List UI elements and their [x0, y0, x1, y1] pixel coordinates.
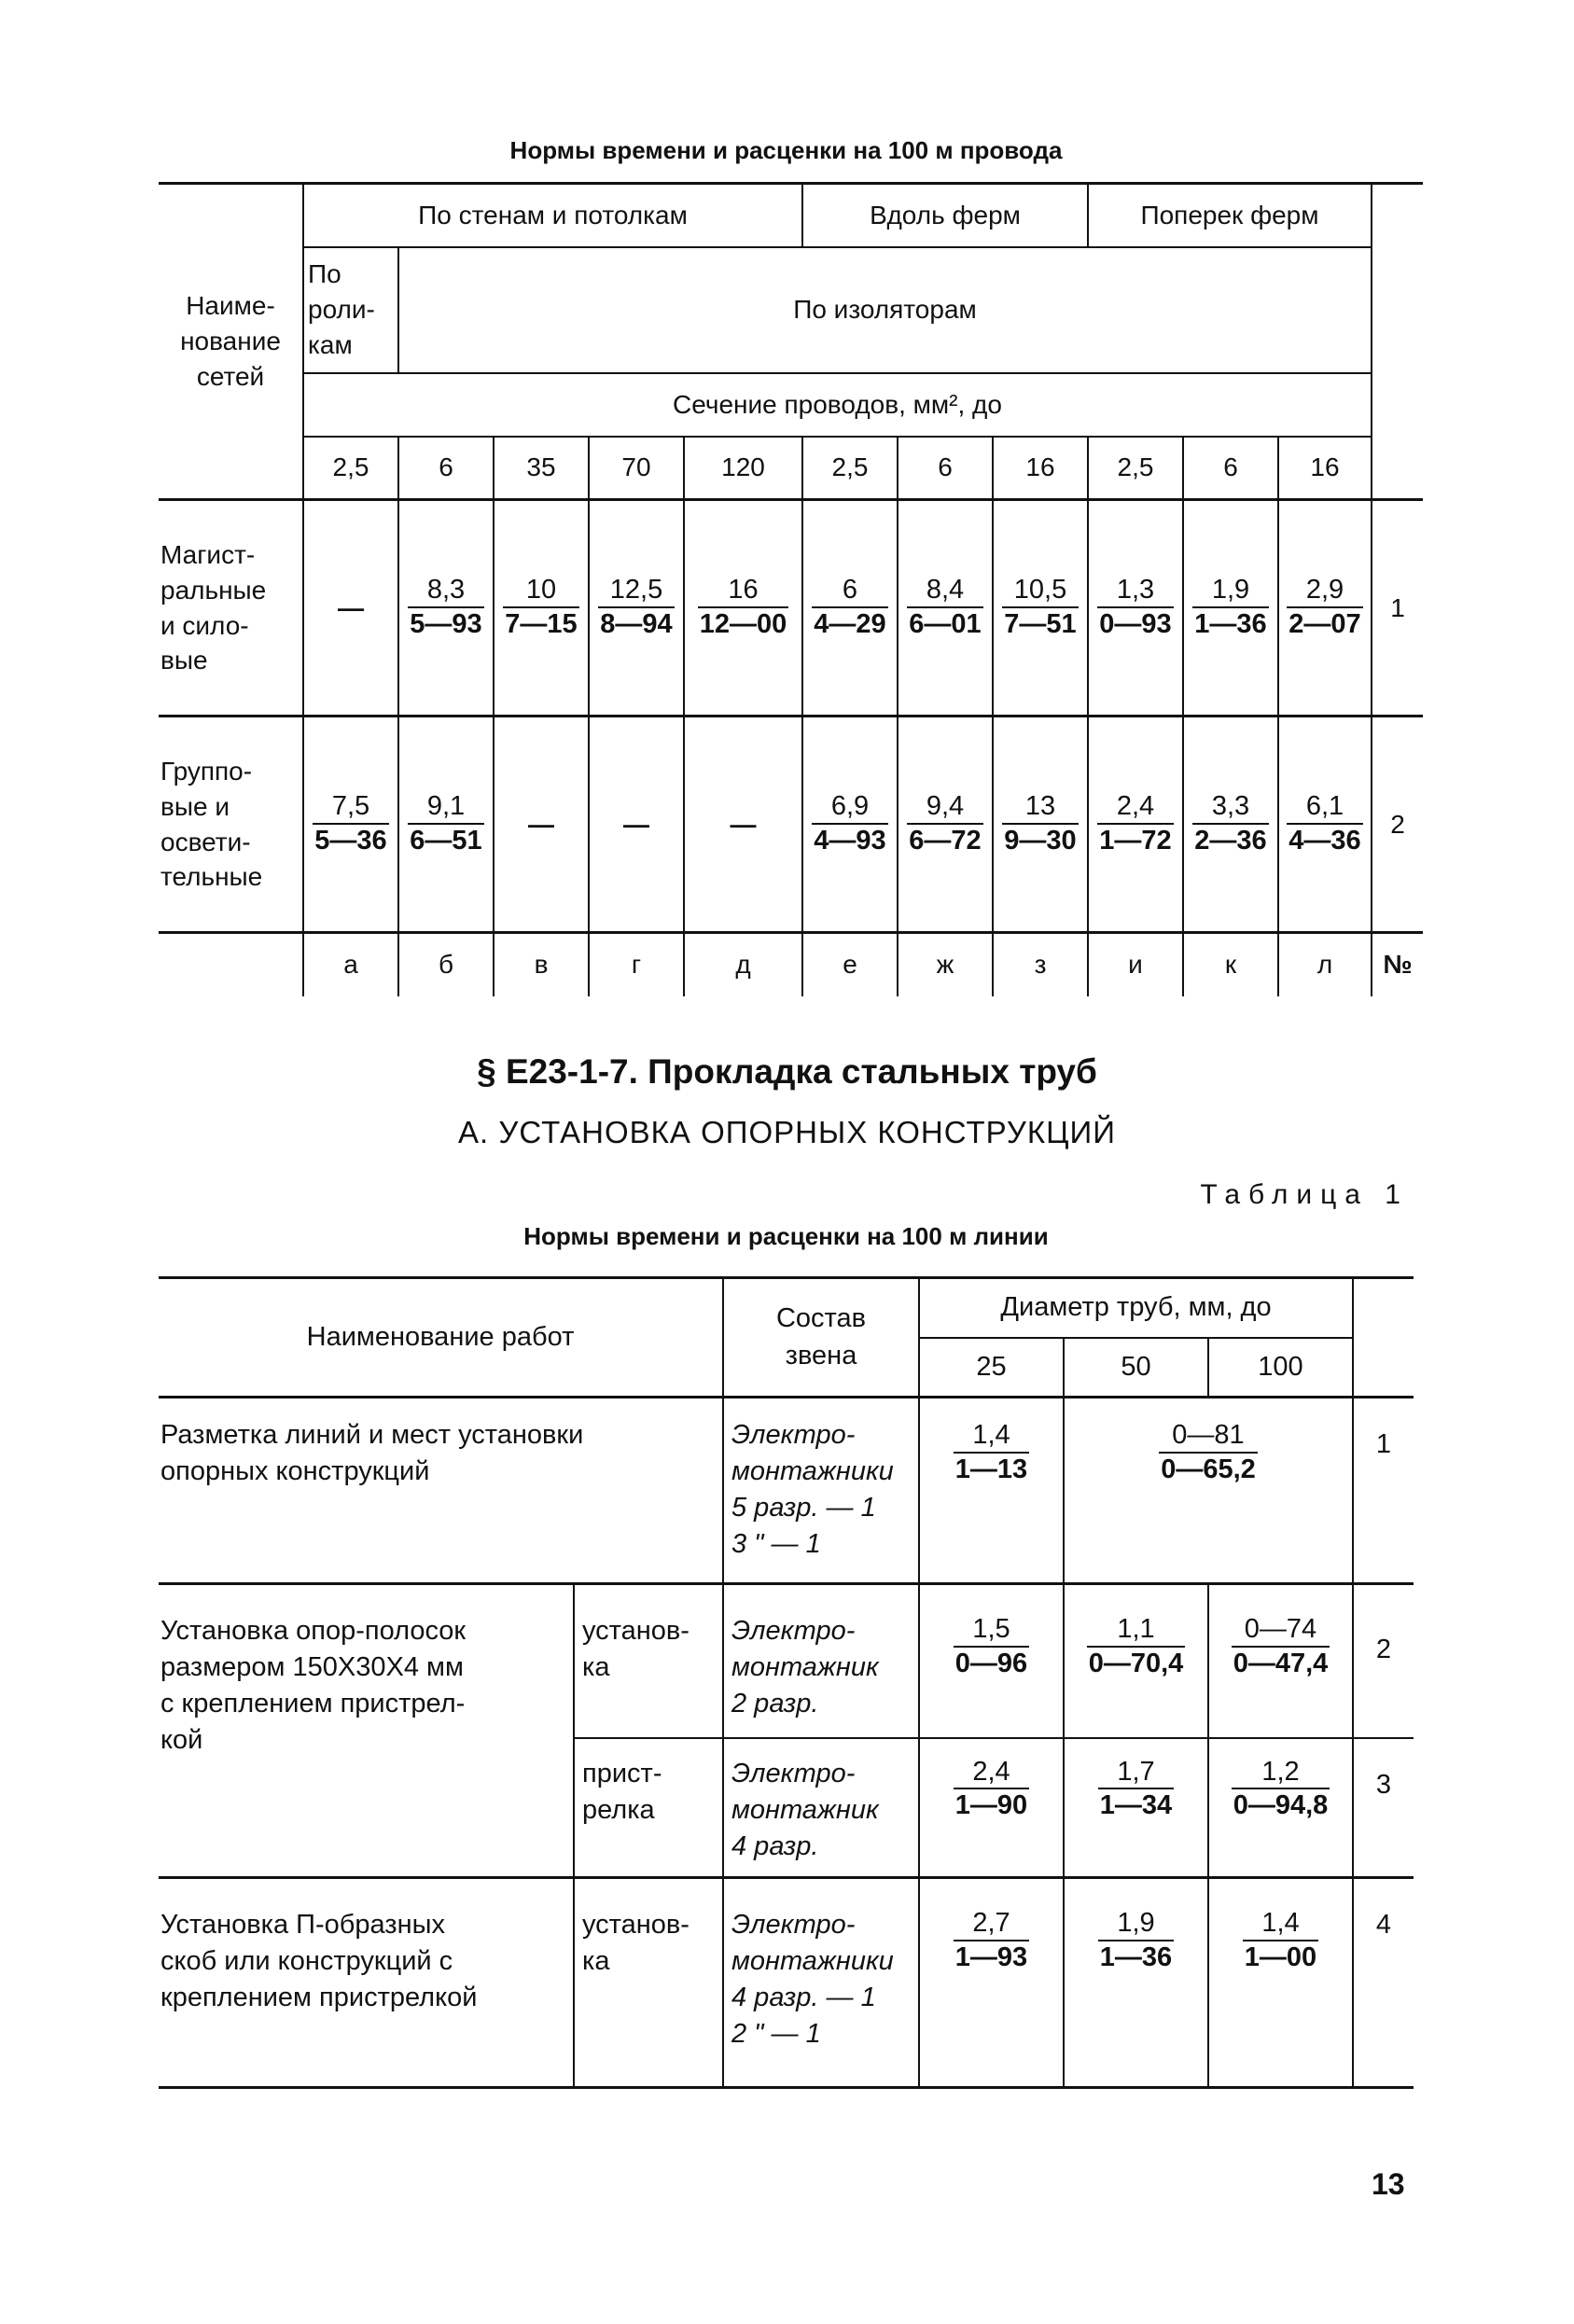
value-cell — [898, 717, 993, 933]
column-letter: г — [589, 933, 684, 996]
value-cell — [1208, 1738, 1353, 1878]
value-cell — [1088, 500, 1183, 717]
row-number: 1 — [1372, 500, 1423, 717]
value-cell — [1064, 1878, 1208, 2088]
table2-diameter-header: Диаметр труб, мм, до — [919, 1278, 1353, 1338]
dash: — — [338, 592, 364, 622]
norm-time: 3,3 — [1192, 790, 1268, 825]
fraction — [1002, 574, 1078, 641]
value-cell — [993, 717, 1088, 933]
norm-time: 1,5 — [954, 1613, 1029, 1648]
table1-sizes-row — [159, 437, 1423, 500]
norm-time: 10,5 — [1002, 574, 1078, 608]
norm-time: 6,1 — [1287, 790, 1362, 825]
table1-group-walls: По стенам и потолкам — [303, 184, 802, 247]
row-name: Группо- вые и освети- тельные — [159, 717, 303, 933]
rate: 1—34 — [1099, 1790, 1173, 1821]
fraction — [1287, 790, 1362, 857]
value-cell — [919, 1738, 1064, 1878]
norm-time: 1,4 — [954, 1419, 1029, 1454]
crew-cell — [723, 1398, 919, 1584]
value-cell — [802, 500, 898, 717]
fraction — [954, 1613, 1029, 1680]
norm-time: 8,3 — [408, 574, 483, 608]
dash: — — [730, 809, 757, 839]
norm-time: 6 — [812, 574, 887, 608]
crew-lines: 2 разр. — [731, 1689, 819, 1719]
norm-time: 0—74 — [1232, 1613, 1330, 1648]
rate: 12—00 — [699, 609, 787, 639]
norm-time: 13 — [1002, 790, 1078, 825]
size-cell: 16 — [993, 437, 1088, 500]
norm-time: 6,9 — [812, 790, 887, 825]
page-number: 13 — [1372, 2167, 1405, 2201]
size-cell: 6 — [1183, 437, 1278, 500]
work-name: Разметка линий и мест установки опорных конструкций — [159, 1398, 723, 1584]
norm-time: 1,2 — [1232, 1756, 1330, 1790]
fraction — [1002, 790, 1078, 857]
norm-time: 7,5 — [313, 790, 388, 825]
norm-time: 1,9 — [1192, 574, 1268, 608]
column-letter: и — [1088, 933, 1183, 996]
norm-time: 9,1 — [408, 790, 483, 825]
diameter-50: 50 — [1064, 1338, 1208, 1398]
column-letter: е — [802, 933, 898, 996]
crew-title: Электро- монтажник — [731, 1758, 879, 1825]
diameter-100: 100 — [1208, 1338, 1353, 1398]
rate: 0—94,8 — [1233, 1790, 1329, 1821]
value-cell — [1064, 1738, 1208, 1878]
norm-time: 12,5 — [598, 574, 674, 608]
value-cell — [1088, 717, 1183, 933]
row-number: 2 — [1353, 1584, 1414, 1738]
rate: 1—36 — [1099, 1941, 1173, 1972]
table1-group-along: Вдоль ферм — [802, 184, 1088, 247]
work-subtype: прист- релка — [574, 1738, 723, 1878]
table2-row-4 — [159, 1878, 1414, 2088]
value-cell — [684, 500, 802, 717]
rate: 7—15 — [505, 609, 578, 639]
rate: 1—13 — [954, 1454, 1028, 1484]
value-cell — [993, 500, 1088, 717]
fraction — [954, 1907, 1029, 1974]
norm-time: 1,1 — [1087, 1613, 1186, 1648]
column-letter: з — [993, 933, 1088, 996]
number-label: № — [1372, 933, 1423, 996]
size-cell: 70 — [589, 437, 684, 500]
table2-crew-header: Состав звена — [723, 1278, 919, 1398]
value-cell — [398, 500, 494, 717]
norm-time: 1,9 — [1098, 1907, 1174, 1941]
value-cell — [898, 500, 993, 717]
value-cell — [303, 717, 398, 933]
table2-work-header: Наименование работ — [159, 1278, 723, 1398]
rate: 1—72 — [1099, 826, 1172, 856]
fraction — [313, 790, 388, 857]
crew-lines: 4 разр. — 1 2 " — 1 — [731, 1983, 876, 2050]
rate: 2—07 — [1288, 609, 1361, 639]
table1-section-label: Сечение проводов, мм², до — [303, 373, 1372, 437]
fraction — [1232, 1756, 1330, 1823]
table1-insulators-header: По изоляторам — [398, 247, 1372, 373]
table2-caption: Нормы времени и расценки на 100 м линии — [523, 1222, 1049, 1250]
fraction — [1192, 790, 1268, 857]
rate: 2—36 — [1194, 826, 1267, 856]
rate: 1—00 — [1244, 1941, 1317, 1972]
norm-time: 2,4 — [1097, 790, 1173, 825]
fraction — [1098, 1756, 1174, 1823]
value-cell — [1208, 1584, 1353, 1738]
crew-lines: 4 разр. — [731, 1830, 819, 1861]
crew-title: Электро- монтажник — [731, 1616, 879, 1683]
fraction — [1097, 574, 1173, 641]
norm-time: 1,3 — [1097, 574, 1173, 608]
value-cell — [1064, 1584, 1208, 1738]
crew-title: Электро- монтажники — [731, 1910, 894, 1977]
norm-time: 1,4 — [1243, 1907, 1318, 1941]
column-letter: к — [1183, 933, 1278, 996]
row-number: 3 — [1353, 1738, 1414, 1878]
rate: 5—93 — [410, 609, 482, 639]
table1-rollers-header: По роли- кам — [303, 247, 398, 373]
table1-group-across: Поперек ферм — [1088, 184, 1372, 247]
rate: 4—93 — [814, 826, 886, 856]
dash: — — [528, 809, 554, 839]
column-letter: л — [1278, 933, 1372, 996]
norm-time: 8,4 — [907, 574, 982, 608]
rate: 8—94 — [600, 609, 673, 639]
rate: 0—96 — [954, 1648, 1028, 1678]
section-title: § Е23-1-7. Прокладка стальных труб — [477, 1052, 1097, 1091]
fraction — [1087, 1613, 1186, 1680]
fraction — [598, 574, 674, 641]
size-cell: 6 — [398, 437, 494, 500]
row-number: 1 — [1353, 1398, 1414, 1584]
fraction — [1287, 574, 1362, 641]
norm-time: 16 — [698, 574, 789, 608]
rate: 6—01 — [909, 609, 982, 639]
size-cell: 35 — [494, 437, 589, 500]
fraction — [812, 790, 887, 857]
table2-row-2 — [159, 1584, 1414, 1738]
fraction — [1098, 1907, 1174, 1974]
value-cell — [919, 1398, 1064, 1584]
work-subtype: установ- ка — [574, 1584, 723, 1738]
value-cell — [1064, 1398, 1353, 1584]
value-cell — [919, 1584, 1064, 1738]
value-cell — [1278, 500, 1372, 717]
fraction — [1232, 1613, 1330, 1680]
fraction — [907, 790, 982, 857]
work-name: Установка опор-полосок размером 150Х30Х4 мм с креплением пристрел- кой — [159, 1584, 574, 1878]
fraction — [1192, 574, 1268, 641]
value-cell — [1183, 500, 1278, 717]
row-name: Магист- ральные и сило- вые — [159, 500, 303, 717]
size-cell: 2,5 — [1088, 437, 1183, 500]
rate: 5—36 — [314, 826, 387, 856]
table1-name-header: Наиме- нование сетей — [159, 184, 303, 500]
crew-cell — [723, 1584, 919, 1738]
norm-time: 0—81 — [1159, 1419, 1258, 1454]
column-letter: ж — [898, 933, 993, 996]
fraction — [954, 1756, 1029, 1823]
rate: 1—36 — [1194, 609, 1267, 639]
value-cell — [589, 500, 684, 717]
value-cell — [589, 717, 684, 933]
fraction — [408, 574, 483, 641]
fraction — [954, 1419, 1029, 1486]
fraction — [907, 574, 982, 641]
column-letter: д — [684, 933, 802, 996]
value-cell — [1183, 717, 1278, 933]
rate: 4—36 — [1288, 826, 1361, 856]
crew-cell — [723, 1738, 919, 1878]
row-number: 2 — [1372, 717, 1423, 933]
norm-time: 2,4 — [954, 1756, 1029, 1790]
crew-cell — [723, 1878, 919, 2088]
rate: 1—90 — [954, 1790, 1028, 1821]
rate: 6—72 — [909, 826, 982, 856]
value-cell — [919, 1878, 1064, 2088]
table1-caption: Нормы времени и расценки на 100 м провода — [509, 136, 1063, 164]
norm-time: 9,4 — [907, 790, 982, 825]
size-cell: 120 — [684, 437, 802, 500]
column-letter: в — [494, 933, 589, 996]
value-cell — [398, 717, 494, 933]
table-number: Таблица 1 — [1200, 1179, 1409, 1210]
table1 — [159, 182, 1423, 996]
work-name: Установка П-образных скоб или конструкций с креплением пристрелкой — [159, 1878, 574, 2088]
fraction — [812, 574, 887, 641]
diameter-25: 25 — [919, 1338, 1064, 1398]
work-subtype: установ- ка — [574, 1878, 723, 2088]
value-cell — [1278, 717, 1372, 933]
fraction — [1243, 1907, 1318, 1974]
crew-lines: 5 разр. — 1 3 " — 1 — [731, 1493, 876, 1560]
value-cell — [494, 500, 589, 717]
norm-time: 2,7 — [954, 1907, 1029, 1941]
rate: 7—51 — [1004, 609, 1077, 639]
crew-title: Электро- монтажники — [731, 1420, 894, 1487]
norm-time: 2,9 — [1287, 574, 1362, 608]
rate: 1—93 — [954, 1941, 1028, 1972]
size-cell: 2,5 — [802, 437, 898, 500]
fraction — [503, 574, 578, 641]
value-cell — [802, 717, 898, 933]
fraction — [408, 790, 483, 857]
value-cell — [1208, 1878, 1353, 2088]
rate: 0—65,2 — [1161, 1454, 1256, 1484]
table1-row-group — [159, 717, 1423, 933]
column-letter: а — [303, 933, 398, 996]
value-cell — [494, 717, 589, 933]
table2 — [159, 1276, 1414, 2089]
column-letter: б — [398, 933, 494, 996]
rate: 0—70,4 — [1088, 1648, 1184, 1678]
subsection-title: А. УСТАНОВКА ОПОРНЫХ КОНСТРУКЦИЙ — [458, 1115, 1116, 1149]
size-cell: 16 — [1278, 437, 1372, 500]
rate: 0—93 — [1099, 609, 1172, 639]
value-cell — [303, 500, 398, 717]
norm-time: 1,7 — [1098, 1756, 1174, 1790]
rate: 4—29 — [814, 609, 886, 639]
size-cell: 6 — [898, 437, 993, 500]
value-cell — [684, 717, 802, 933]
fraction — [1159, 1419, 1258, 1486]
rate: 0—47,4 — [1233, 1648, 1329, 1678]
table2-row-1 — [159, 1398, 1414, 1584]
row-number: 4 — [1353, 1878, 1414, 2088]
size-cell: 2,5 — [303, 437, 398, 500]
rate: 6—51 — [410, 826, 482, 856]
rate: 9—30 — [1004, 826, 1077, 856]
fraction — [1097, 790, 1173, 857]
table1-letters-row — [159, 933, 1423, 996]
norm-time: 10 — [503, 574, 578, 608]
fraction — [698, 574, 789, 641]
dash: — — [623, 809, 649, 839]
table1-row-main — [159, 500, 1423, 717]
